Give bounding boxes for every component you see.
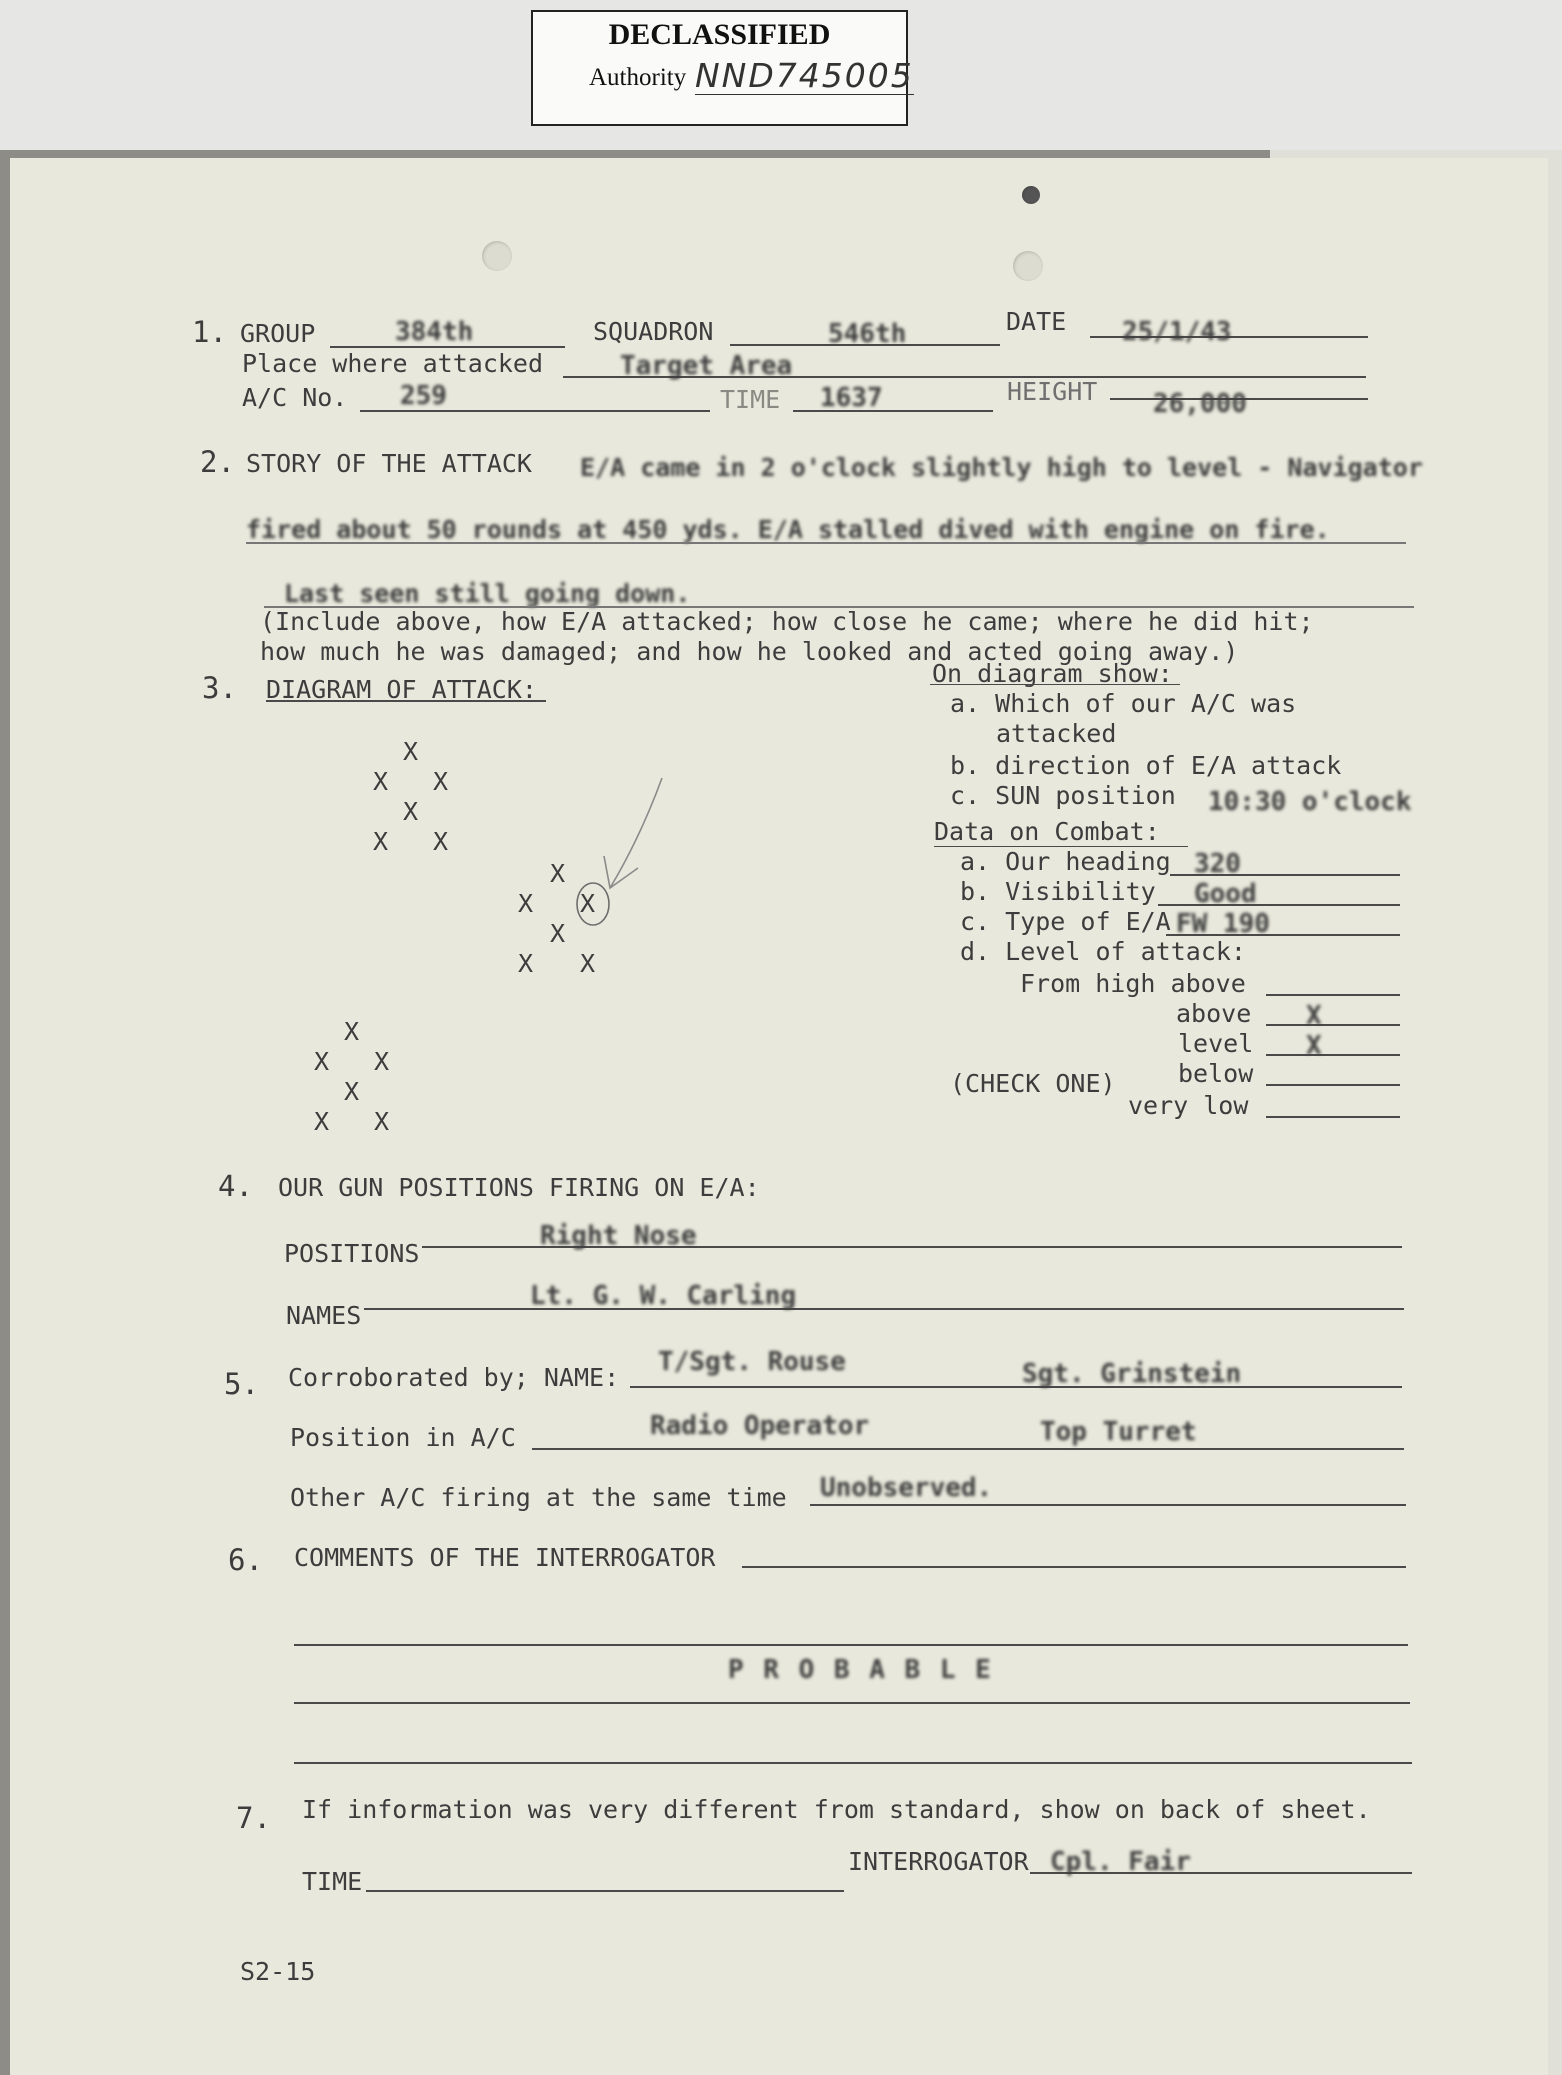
- interrogator-comment: P R O B A B L E: [728, 1655, 993, 1685]
- above-line: [1266, 1024, 1400, 1026]
- names-label: NAMES: [286, 1301, 362, 1330]
- names-line: [364, 1308, 1404, 1310]
- interrogator-value: Cpl. Fair: [1050, 1847, 1191, 1877]
- formation-2-x: X: [518, 949, 534, 978]
- below-line: [1266, 1084, 1400, 1086]
- position-in-ac-label: Position in A/C: [290, 1423, 516, 1452]
- corroborated-line: [630, 1386, 1402, 1388]
- corroborated-name-1: T/Sgt. Rouse: [658, 1347, 846, 1377]
- comments-line-2: [294, 1702, 1410, 1704]
- section-2-number: 2.: [200, 445, 235, 479]
- formation-2-x: X: [550, 919, 566, 948]
- formation-3-x: X: [374, 1107, 390, 1136]
- height-label: HEIGHT: [1007, 377, 1098, 406]
- show-item-a-cont: attacked: [996, 719, 1117, 748]
- combat-report-form: [10, 158, 1548, 2075]
- time-value: 1637: [820, 383, 883, 413]
- formation-3-x: X: [314, 1047, 330, 1076]
- level-line: [1266, 1054, 1400, 1056]
- above-check-mark: X: [1306, 1001, 1322, 1031]
- section-5-number: 5.: [224, 1367, 259, 1401]
- squadron-label: SQUADRON: [593, 317, 714, 346]
- formation-3-x: X: [374, 1047, 390, 1076]
- on-diagram-show-title: On diagram show:: [932, 659, 1173, 688]
- show-item-b: b. direction of E/A attack: [950, 751, 1342, 780]
- group-label: GROUP: [240, 319, 316, 348]
- place-label: Place where attacked: [242, 349, 544, 378]
- ac-number-label: A/C No.: [242, 383, 348, 412]
- formation-1-x: X: [433, 827, 449, 856]
- show-item-a: a. Which of our A/C was: [950, 689, 1297, 718]
- diagram-label: DIAGRAM OF ATTACK:: [266, 675, 537, 704]
- comments-label: COMMENTS OF THE INTERROGATOR: [294, 1543, 716, 1572]
- level-level: level: [1178, 1029, 1254, 1058]
- formation-1-x: X: [433, 767, 449, 796]
- declassified-stamp: [531, 10, 914, 126]
- show-item-c: c. SUN position: [950, 781, 1176, 810]
- corroborated-label: Corroborated by; NAME:: [288, 1363, 620, 1392]
- data-on-combat-title: Data on Combat:: [934, 817, 1160, 846]
- section-7-text: If information was very different from standard, show on back of sheet.: [302, 1795, 1371, 1824]
- story-line-2: fired about 50 rounds at 450 yds. E/A stalled dived with engine on fire.: [246, 515, 1330, 544]
- story-label: STORY OF THE ATTACK: [246, 449, 532, 478]
- our-heading-value: 320: [1194, 849, 1241, 879]
- type-of-ea-value: FW 190: [1176, 909, 1270, 939]
- formation-1-x: X: [373, 827, 389, 856]
- gun-positions-label: OUR GUN POSITIONS FIRING ON E/A:: [278, 1173, 760, 1202]
- position-in-ac-1: Radio Operator: [650, 1411, 870, 1441]
- section-7-number: 7.: [236, 1801, 271, 1835]
- type-of-ea-label: c. Type of E/A: [960, 907, 1171, 936]
- corroborated-name-2: Sgt. Grinstein: [1022, 1359, 1242, 1389]
- check-one-note: (CHECK ONE): [950, 1069, 1116, 1098]
- stamp-authority-label: Authority: [589, 64, 687, 91]
- story-instruction-1: (Include above, how E/A attacked; how close he came; where he did hit;: [260, 607, 1314, 636]
- punch-hole-right: [1013, 251, 1043, 281]
- section-4-number: 4.: [218, 1169, 253, 1203]
- story-rule-2: [246, 542, 1406, 544]
- other-ac-value: Unobserved.: [820, 1473, 993, 1503]
- formation-3-x: X: [344, 1017, 360, 1046]
- comments-line-1: [294, 1644, 1408, 1646]
- level-from-high-above: From high above: [1020, 969, 1246, 998]
- visibility-label: b. Visibility: [960, 877, 1156, 906]
- level-below: below: [1178, 1059, 1254, 1088]
- comments-line-0: [742, 1566, 1406, 1568]
- very-low-line: [1266, 1116, 1400, 1118]
- our-heading-label: a. Our heading: [960, 847, 1171, 876]
- date-label: DATE: [1006, 307, 1067, 336]
- stamp-title: DECLASSIFIED: [608, 18, 831, 51]
- form-number: S2-15: [240, 1957, 316, 1986]
- comments-line-3: [294, 1762, 1412, 1764]
- story-line-3: Last seen still going down.: [284, 579, 691, 608]
- formation-1-x: X: [403, 797, 419, 826]
- formation-2-x: X: [518, 889, 534, 918]
- place-value: Target Area: [620, 351, 793, 381]
- ink-mark: [1022, 186, 1040, 204]
- date-value: 25/1/43: [1122, 317, 1232, 347]
- formation-1-x: X: [373, 767, 389, 796]
- positions-value: Right Nose: [540, 1221, 697, 1251]
- formation-2-x: X: [550, 859, 566, 888]
- formation-3-x: X: [344, 1077, 360, 1106]
- interrogator-label: INTERROGATOR: [848, 1847, 1029, 1876]
- ac-number-value: 259: [400, 381, 447, 411]
- attack-direction-arrow: [550, 768, 670, 938]
- level-check-mark: X: [1306, 1031, 1322, 1061]
- formation-2-x: X: [580, 949, 596, 978]
- section-3-number: 3.: [202, 671, 237, 705]
- time-signoff-label: TIME: [302, 1867, 363, 1896]
- height-value: 26,000: [1153, 389, 1247, 419]
- position-in-ac-line: [532, 1448, 1404, 1450]
- group-value: 384th: [395, 317, 474, 347]
- time-signoff-line: [366, 1890, 844, 1892]
- section-6-number: 6.: [228, 1543, 263, 1577]
- other-ac-line: [810, 1504, 1406, 1506]
- diagram-label-underline: [266, 700, 546, 702]
- positions-label: POSITIONS: [284, 1239, 420, 1268]
- attacked-aircraft-x: X: [580, 889, 596, 918]
- from-high-above-line: [1266, 994, 1400, 996]
- time-label: TIME: [720, 385, 781, 414]
- position-in-ac-2: Top Turret: [1040, 1417, 1197, 1447]
- formation-1-x: X: [403, 737, 419, 766]
- sun-position-value: 10:30 o'clock: [1208, 787, 1412, 817]
- punch-hole-left: [482, 241, 512, 271]
- story-line-1: E/A came in 2 o'clock slightly high to level - Navigator: [580, 453, 1423, 482]
- visibility-value: Good: [1194, 879, 1257, 909]
- on-diagram-underline: [930, 684, 1180, 685]
- squadron-value: 546th: [828, 319, 907, 349]
- level-of-attack-label: d. Level of attack:: [960, 937, 1246, 966]
- formation-3-x: X: [314, 1107, 330, 1136]
- other-ac-label: Other A/C firing at the same time: [290, 1483, 787, 1512]
- section-1-number: 1.: [192, 315, 227, 349]
- level-above: above: [1176, 999, 1252, 1028]
- stamp-authority-value: NND745005: [695, 56, 914, 95]
- names-value: Lt. G. W. Carling: [530, 1281, 797, 1311]
- level-very-low: very low: [1128, 1091, 1249, 1120]
- story-instruction-2: how much he was damaged; and how he looked and acted going away.): [260, 637, 1239, 666]
